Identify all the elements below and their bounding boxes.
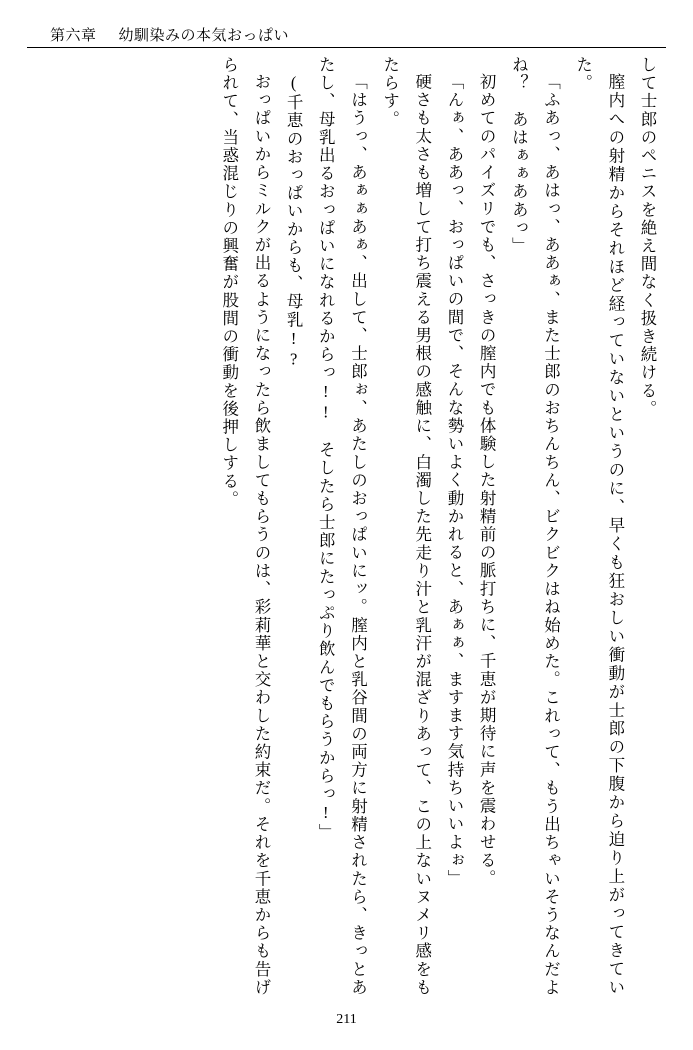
page-number: 211 bbox=[336, 1012, 357, 1027]
paragraph: 初めてのパイズリでも、さっきの膣内でも体験した射精前の脈打ちに、千恵が期待に声を震わせる。 bbox=[477, 72, 497, 887]
header-title-group bbox=[50, 24, 289, 45]
paragraph: して士郎のペニスを絶え間なく扱き続ける。 bbox=[638, 56, 657, 418]
paragraph: 膣内への射精からそれほど経っていないというのに、早くも狂おしい衝動が士郎の下腹から迫り上がってきていた。 bbox=[573, 56, 625, 996]
page-header bbox=[0, 14, 693, 48]
chapter-title: 幼馴染みの本気おっぱい bbox=[118, 28, 290, 44]
paragraph: 「はうっ、あぁぁあぁ、出して、士郎ぉ、あたしのおっぱいにッ。膣内と乳谷間の両方に射精されたら、きっとあたし、母乳出るおっぱいになれるからっ!! そしたら士郎にたっぷり飲んでもらうからっ!」 bbox=[316, 56, 368, 996]
paragraph: 「んぁ、ああっ、おっぱいの間で、そんな勢いよく動かれると、あぁぁ、ますます気持ちいいよぉ」 bbox=[444, 72, 464, 887]
paragraph: おっぱいからミルクが出るようになったら飲ましてもらうのは、彩莉華と交わした約束だ。それを千恵からも告げられて、当惑混じりの興奮が股間の衝動を後押しする。 bbox=[219, 56, 271, 996]
header-divider bbox=[27, 47, 666, 48]
chapter-number: 第六章 bbox=[50, 28, 97, 44]
vertical-text-block bbox=[34, 56, 663, 996]
paragraph: 硬さも太さも増して打ち震える男根の感触に、白濁した先走り汁と乳汗が混ざりあって、この上ないヌメリ感をもたらす。 bbox=[380, 56, 432, 996]
page-body bbox=[34, 56, 663, 996]
paragraph: (千恵のおっぱいからも、母乳!? bbox=[284, 72, 304, 370]
paragraph: 「ふあっ、あはっ、ああぁ、また士郎のおちんちん、ビクビクはね始めた。これって、もう出ちゃいそうなんだよね？ あはぁぁああっ」 bbox=[509, 56, 561, 996]
